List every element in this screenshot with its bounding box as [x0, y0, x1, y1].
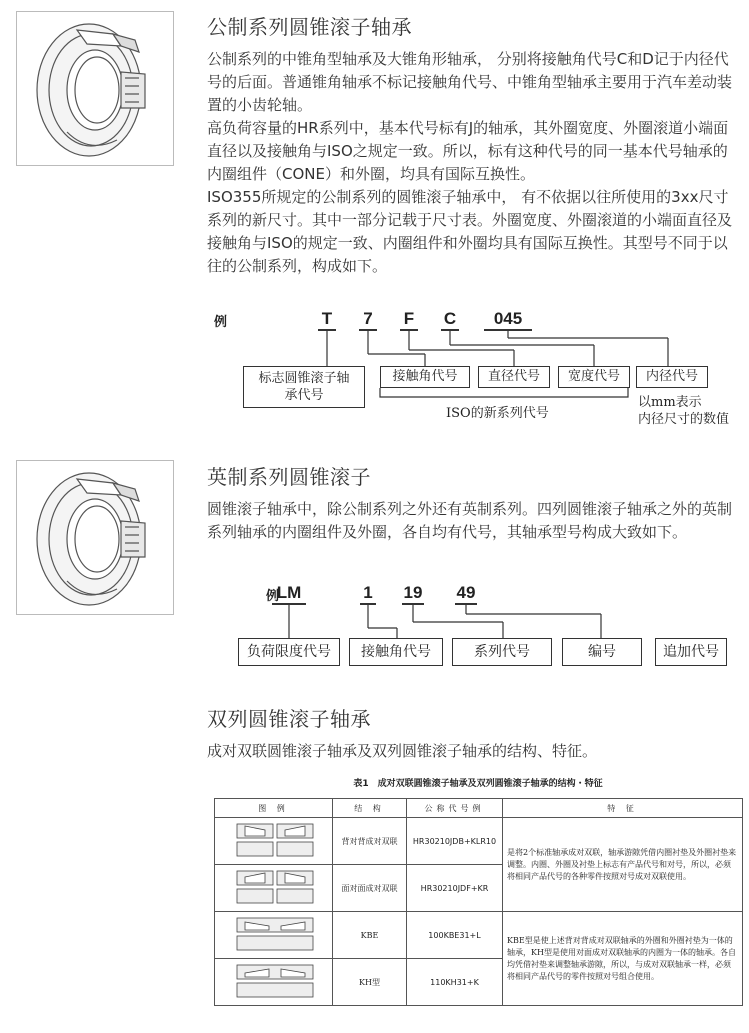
metric-note-line1: 以mm表示	[638, 395, 702, 410]
col-header-figure: 图 例	[215, 799, 333, 818]
section1-paragraph: 高负荷容量的HR系列中，基本代号标有J的轴承，其外圈宽度、外圈滚道小端面直径以及接触角与ISO之规定一致。所以，标有这种代号的同一基本代号轴承的内圈组件（CONE）和外圈，均具有国际互换性。	[207, 119, 729, 183]
figure-cell	[215, 912, 333, 959]
kbe-bearing-icon	[219, 914, 327, 954]
section2-title: 英制系列圆锥滚子	[207, 465, 371, 489]
table-row	[215, 912, 743, 959]
metric-box-width: 宽度代号	[558, 366, 630, 388]
section3-paragraph: 成对双联圆锥滚子轴承及双列圆锥滚子轴承的结构、特征。	[207, 742, 598, 760]
metric-box-bore: 内径代号	[636, 366, 708, 388]
code-cell: 100KBE31+L	[407, 912, 503, 959]
tapered-roller-bearing-icon	[17, 461, 173, 614]
structure-cell: 面对面成对双联	[333, 865, 407, 912]
inch-box-load: 负荷限度代号	[238, 638, 340, 666]
table-header-row	[215, 799, 743, 818]
structure-cell: KH型	[333, 959, 407, 1006]
section2-paragraph: 圆锥滚子轴承中，除公制系列之外还有英制系列。四列圆锥滚子轴承之外的英制系列轴承的内圈组件及外圈，各自均有代号，其轴承型号构成大致如下。	[207, 500, 733, 541]
face-to-face-bearing-icon	[219, 867, 327, 907]
inch-box-series: 系列代号	[452, 638, 552, 666]
metric-box-diameter: 直径代号	[478, 366, 550, 388]
inch-code-load: LM	[272, 583, 306, 605]
code-cell: HR30210JDF+KR	[407, 865, 503, 912]
metric-code-angle: 7	[359, 309, 377, 331]
col-header-structure: 结 构	[333, 799, 407, 818]
code-cell: 110KH31+K	[407, 959, 503, 1006]
metric-group-label: ISO的新系列代号	[446, 406, 549, 421]
kh-bearing-icon	[219, 961, 327, 1001]
back-to-back-bearing-icon	[219, 820, 327, 860]
inch-box-angle: 接触角代号	[349, 638, 443, 666]
section1-paragraph: ISO355所规定的公制系列的圆锥滚子轴承中， 有不依据以往所使用的3xx尺寸系列的新尺寸。其中一部分记载于尺寸表。外圈宽度、外圈滚道的小端面直径及接触角与ISO的规定一致、内圈组件和外圈均具有国际互换性。其型号不同于以往的公制系列，构成如下。	[207, 188, 733, 275]
section1-paragraph: 公制系列的中锥角型轴承及大锥角形轴承， 分别将接触角代号C和D记于内径代号的后面。普通锥角轴承不标记接触角代号、中锥角型轴承主要用于汽车差动装置的小齿轮轴。	[207, 50, 733, 114]
metric-box-angle: 接触角代号	[380, 366, 470, 388]
structure-cell: 背对背成对双联	[333, 818, 407, 865]
inch-example-label: 例	[266, 589, 280, 604]
structure-cell: KBE	[333, 912, 407, 959]
inch-code-angle: 1	[360, 583, 376, 605]
figure-cell	[215, 865, 333, 912]
metric-code-type: T	[318, 309, 336, 331]
section1-title: 公制系列圆锥滚子轴承	[207, 15, 412, 39]
inch-code-series: 19	[402, 583, 424, 605]
metric-example-label: 例	[214, 315, 228, 330]
metric-note-line2: 内径尺寸的数值	[638, 412, 730, 427]
feature-cell: 是将2个标准轴承成对双联，轴承游隙凭借内圈衬垫及外圈衬垫来调整。内圈、外圈及衬垫上标志有产品代号和对号，所以，必须将相同产品代号的各种零件按照对号成对双联使用。	[503, 818, 743, 912]
inch-box-number: 编号	[562, 638, 642, 666]
col-header-code: 公称代号例	[407, 799, 503, 818]
figure-cell	[215, 959, 333, 1006]
col-header-feature: 特 征	[503, 799, 743, 818]
figure-cell	[215, 818, 333, 865]
code-cell: HR30210JDB+KLR10	[407, 818, 503, 865]
section3-title: 双列圆锥滚子轴承	[207, 707, 371, 731]
metric-code-bore: 045	[484, 309, 532, 331]
bearing-image-inch	[16, 460, 174, 615]
double-row-bearing-table	[214, 798, 743, 1006]
inch-box-suffix: 追加代号	[655, 638, 727, 666]
metric-box-symbol: 标志圆锥滚子轴承代号	[243, 366, 365, 408]
metric-code-width: C	[441, 309, 459, 331]
table-caption: 表1 成对双联圆锥滚子轴承及双列圆锥滚子轴承的结构・特征	[353, 779, 603, 789]
metric-code-diameter: F	[400, 309, 418, 331]
feature-cell: KBE型是使上述背对背成对双联轴承的外圈和外圈衬垫为一体的轴承，KH型是使用对面成对双联轴承的内圈为一体的轴承。各自均凭借衬垫来调整轴承游隙，所以，与成对双联轴承一样，必须将相同产品代号的零件按照对号组合使用。	[503, 912, 743, 1006]
inch-code-number: 49	[455, 583, 477, 605]
table-row	[215, 818, 743, 865]
